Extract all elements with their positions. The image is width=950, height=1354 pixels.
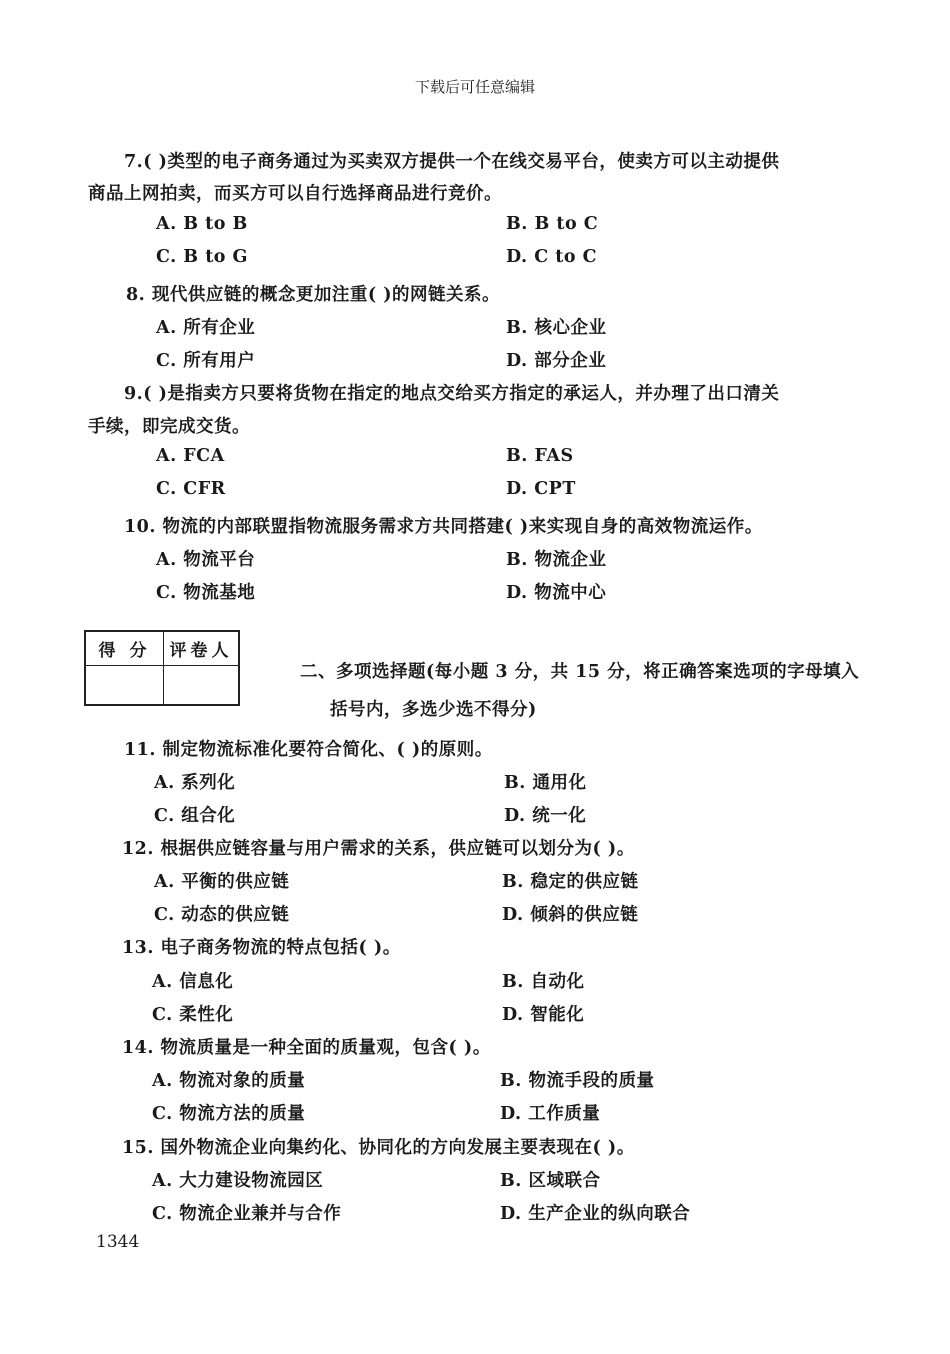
question-10: 10. 物流的内部联盟指物流服务需求方共同搭建( )来实现自身的高效物流运作。 [124,517,763,537]
q9-option-b: B. FAS [506,446,574,466]
q10-option-c: C. 物流基地 [156,583,256,603]
q7-option-d: D. C to C [506,247,598,267]
grader-cell [164,666,238,704]
q15-option-c: C. 物流企业兼并与合作 [152,1204,342,1224]
q13-option-b: B. 自动化 [502,972,585,992]
q11-option-b: B. 通用化 [504,773,587,793]
q15-option-b: B. 区域联合 [500,1171,601,1191]
q8-option-d: D. 部分企业 [506,351,607,371]
q13-option-c: C. 柔性化 [152,1005,234,1025]
question-13: 13. 电子商务物流的特点包括( )。 [122,938,401,958]
section-2-title-line-1: 二、多项选择题(每小题 3 分，共 15 分，将正确答案选项的字母填入 [300,662,860,682]
question-11: 11. 制定物流标准化要符合简化、( )的原则。 [124,740,493,760]
q11-option-c: C. 组合化 [154,806,236,826]
question-12: 12. 根据供应链容量与用户需求的关系，供应链可以划分为( )。 [122,839,635,859]
q10-option-d: D. 物流中心 [506,583,607,603]
q10-option-a: A. 物流平台 [156,550,256,570]
score-cell [86,666,164,704]
q12-option-b: B. 稳定的供应链 [502,872,639,892]
q8-option-a: A. 所有企业 [156,318,256,338]
q9-option-d: D. CPT [506,479,576,499]
question-7-line-1: 7.( )类型的电子商务通过为买卖双方提供一个在线交易平台，使卖方可以主动提供 [124,152,780,172]
question-15: 15. 国外物流企业向集约化、协同化的方向发展主要表现在( )。 [122,1138,635,1158]
page-number: 1344 [96,1232,140,1252]
question-8: 8. 现代供应链的概念更加注重( )的网链关系。 [126,285,501,305]
q12-option-d: D. 倾斜的供应链 [502,905,639,925]
q13-option-d: D. 智能化 [502,1005,585,1025]
q15-option-d: D. 生产企业的纵向联合 [500,1204,691,1224]
score-label: 得 分 [86,632,164,666]
q9-option-c: C. CFR [156,479,226,499]
q8-option-b: B. 核心企业 [506,318,607,338]
q12-option-c: C. 动态的供应链 [154,905,290,925]
grader-label: 评卷人 [164,632,238,666]
section-2-title-line-2: 括号内，多选少选不得分) [330,700,537,720]
question-9-line-1: 9.( )是指卖方只要将货物在指定的地点交给买方指定的承运人，并办理了出口清关 [124,384,780,404]
question-7-line-2: 商品上网拍卖，而买方可以自行选择商品进行竞价。 [88,184,502,204]
q14-option-a: A. 物流对象的质量 [152,1071,306,1091]
q7-option-c: C. B to G [156,247,248,267]
question-14: 14. 物流质量是一种全面的质量观，包含( )。 [122,1038,491,1058]
q7-option-b: B. B to C [506,214,599,234]
question-9-line-2: 手续，即完成交货。 [88,417,250,437]
score-table [84,630,240,706]
q10-option-b: B. 物流企业 [506,550,607,570]
q11-option-d: D. 统一化 [504,806,587,826]
q14-option-c: C. 物流方法的质量 [152,1104,306,1124]
q7-option-a: A. B to B [156,214,248,234]
q11-option-a: A. 系列化 [154,773,236,793]
q8-option-c: C. 所有用户 [156,351,256,371]
q12-option-a: A. 平衡的供应链 [154,872,290,892]
q14-option-b: B. 物流手段的质量 [500,1071,655,1091]
q13-option-a: A. 信息化 [152,972,234,992]
q15-option-a: A. 大力建设物流园区 [152,1171,324,1191]
page-header: 下载后可任意编辑 [414,78,535,96]
q9-option-a: A. FCA [156,446,225,466]
q14-option-d: D. 工作质量 [500,1104,601,1124]
